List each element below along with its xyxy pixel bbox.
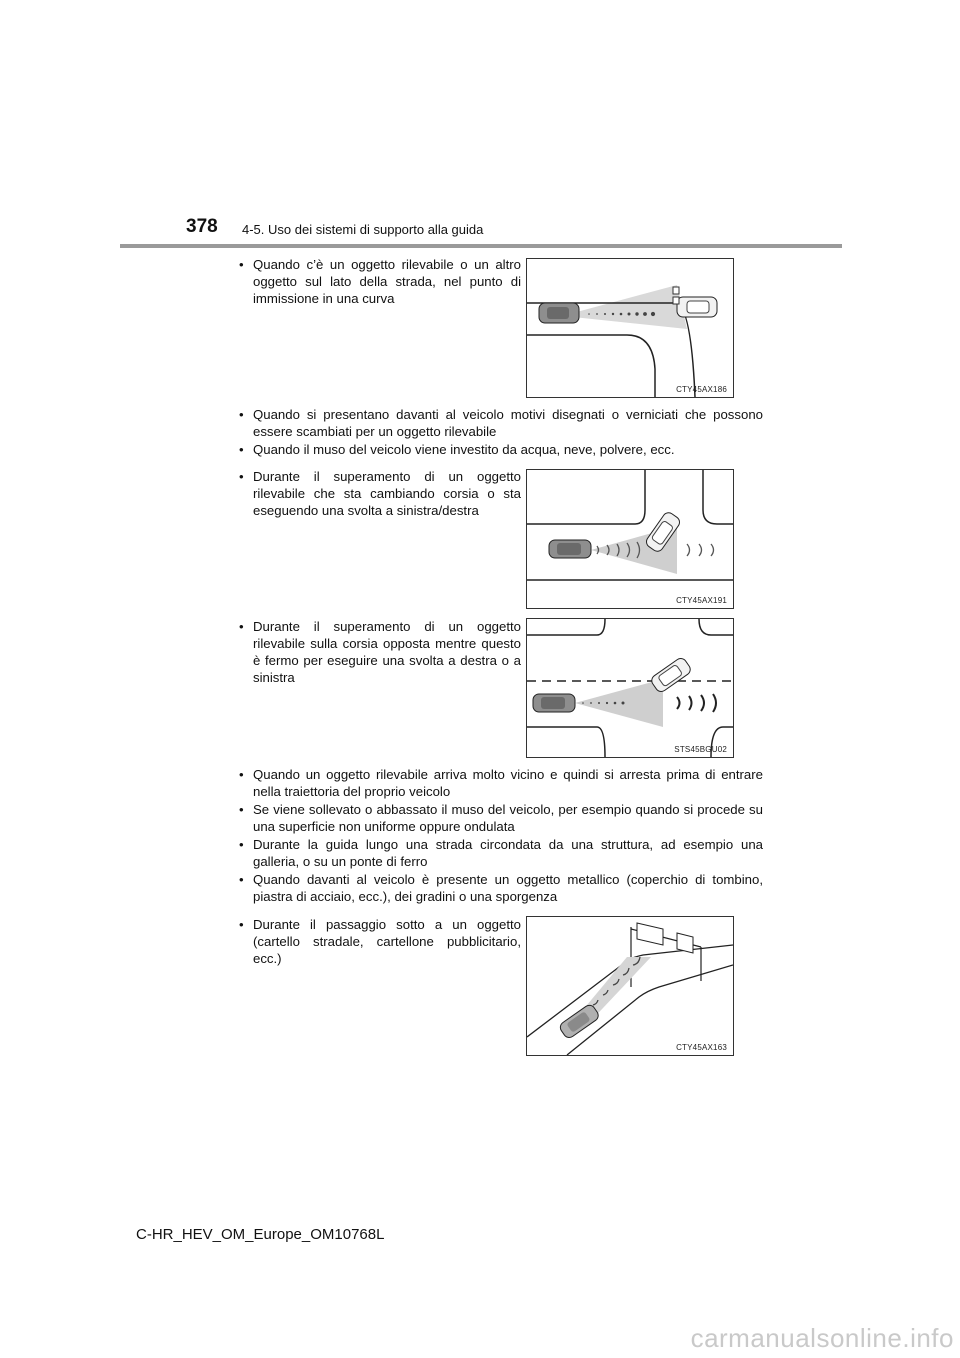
figure-overhead-sign bbox=[526, 916, 734, 1056]
bullet-item: • Quando si presentano davanti al veicolo motivi disegnati o verniciati che possono essere scambiati per un oggetto rilevabile bbox=[236, 406, 763, 440]
bullet-item: • Quando un oggetto rilevabile arriva molto vicino e quindi si arresta prima di entrare nella traiettoria del proprio veicolo bbox=[236, 766, 763, 800]
header-rule bbox=[120, 244, 842, 248]
page-number: 378 bbox=[186, 216, 218, 237]
section-title: 4-5. Uso dei sistemi di supporto alla guida bbox=[242, 222, 484, 237]
figure-lane-change bbox=[526, 469, 734, 609]
bullet-item: • Se viene sollevato o abbassato il muso del veicolo, per esempio quando si procede su una superficie non uniforme oppure ondulata bbox=[236, 801, 763, 835]
figure-code: STS45BGU02 bbox=[674, 745, 727, 754]
footer-document-id: C-HR_HEV_OM_Europe_OM10768L bbox=[136, 1226, 385, 1243]
watermark: carmanualsonline.info bbox=[690, 1323, 954, 1353]
bullet-item: • Quando c’è un oggetto rilevabile o un altro oggetto sul lato della strada, nel punto di immissione in una curva bbox=[236, 256, 521, 307]
illustration-curve bbox=[527, 259, 733, 397]
figure-code: CTY45AX163 bbox=[676, 1043, 727, 1052]
bullet-item: • Durante il passaggio sotto a un oggetto (cartello stradale, cartellone pubblicitario, ecc.) bbox=[236, 916, 521, 967]
figure-code: CTY45AX191 bbox=[676, 596, 727, 605]
bullet-item: • Quando davanti al veicolo è presente un oggetto metallico (coperchio di tombino, piastra di acciaio, ecc.), dei gradini o una sporgenza bbox=[236, 871, 763, 905]
figure-oncoming-turn bbox=[526, 618, 734, 758]
bullet-item: • Durante la guida lungo una strada circondata da una struttura, ad esempio una galleria, o su un ponte di ferro bbox=[236, 836, 763, 870]
bullet-item: • Quando il muso del veicolo viene investito da acqua, neve, polvere, ecc. bbox=[236, 441, 763, 458]
figure-code: CTY45AX186 bbox=[676, 385, 727, 394]
figure-curve-merge bbox=[526, 258, 734, 398]
bullet-item: • Durante il superamento di un oggetto rilevabile che sta cambiando corsia o sta eseguendo una svolta a sinistra/destra bbox=[236, 468, 521, 519]
illustration-oncoming-turn bbox=[527, 619, 733, 757]
illustration-lane-change bbox=[527, 470, 733, 608]
bullet-item: • Durante il superamento di un oggetto rilevabile sulla corsia opposta mentre questo è fermo per eseguire una svolta a destra o a sinistra bbox=[236, 618, 521, 686]
illustration-overhead-sign bbox=[527, 917, 733, 1055]
